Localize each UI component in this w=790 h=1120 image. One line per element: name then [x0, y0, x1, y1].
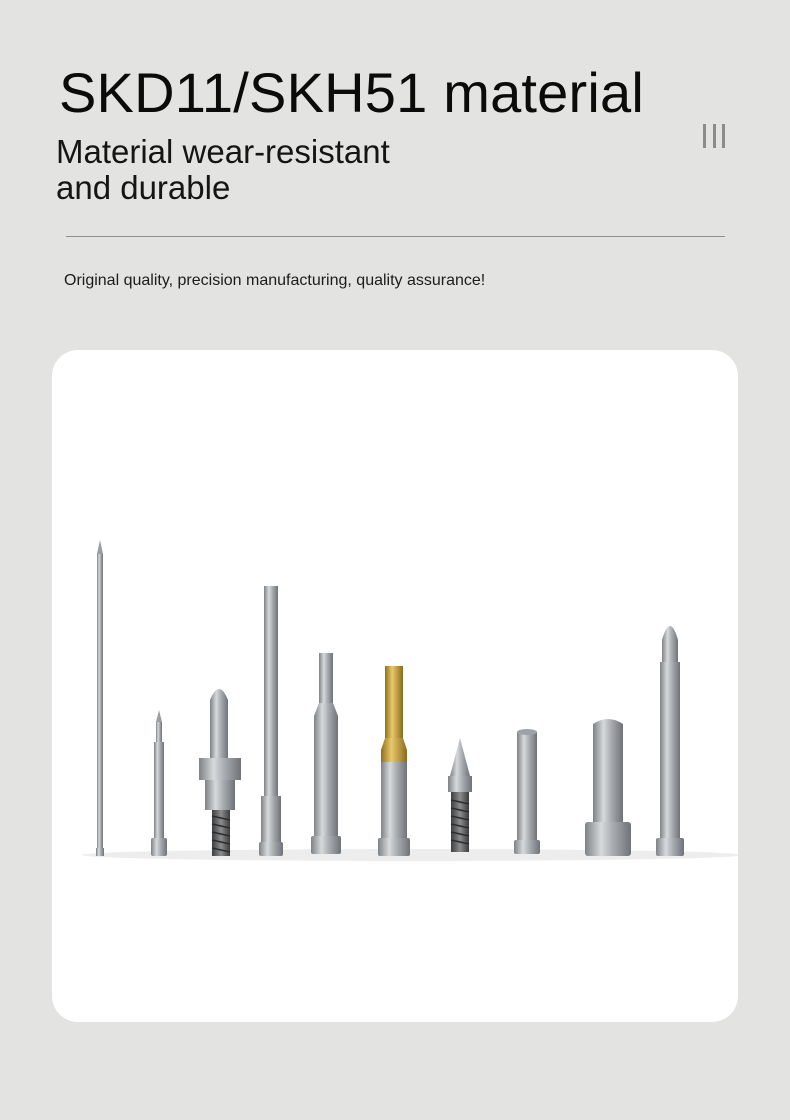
sleeve-pin-8: [514, 729, 540, 854]
tagline: Original quality, precision manufacturing, quality assurance!: [64, 272, 486, 289]
coated-punch-pin-6: [378, 666, 410, 856]
threaded-pin-3: [199, 689, 241, 856]
subtitle-line-2: and durable: [56, 169, 231, 206]
guide-post-9: [585, 719, 631, 856]
subtitle-line-1: Material wear-resistant: [56, 133, 390, 170]
three-vertical-bars-icon: [703, 124, 725, 148]
punch-pin-5: [311, 653, 341, 854]
ejector-pin-1: [96, 540, 104, 856]
product-image-card: [52, 350, 738, 1022]
page-title: SKD11/SKH51 material: [59, 61, 644, 124]
subtitle: [56, 134, 476, 206]
punch-pins-illustration: [52, 350, 738, 1022]
pointed-pin-10: [656, 626, 684, 856]
threaded-cone-pin-7: [448, 738, 472, 852]
divider: [66, 236, 725, 237]
ejector-pin-2: [151, 710, 167, 856]
ejector-pin-4: [259, 586, 283, 856]
